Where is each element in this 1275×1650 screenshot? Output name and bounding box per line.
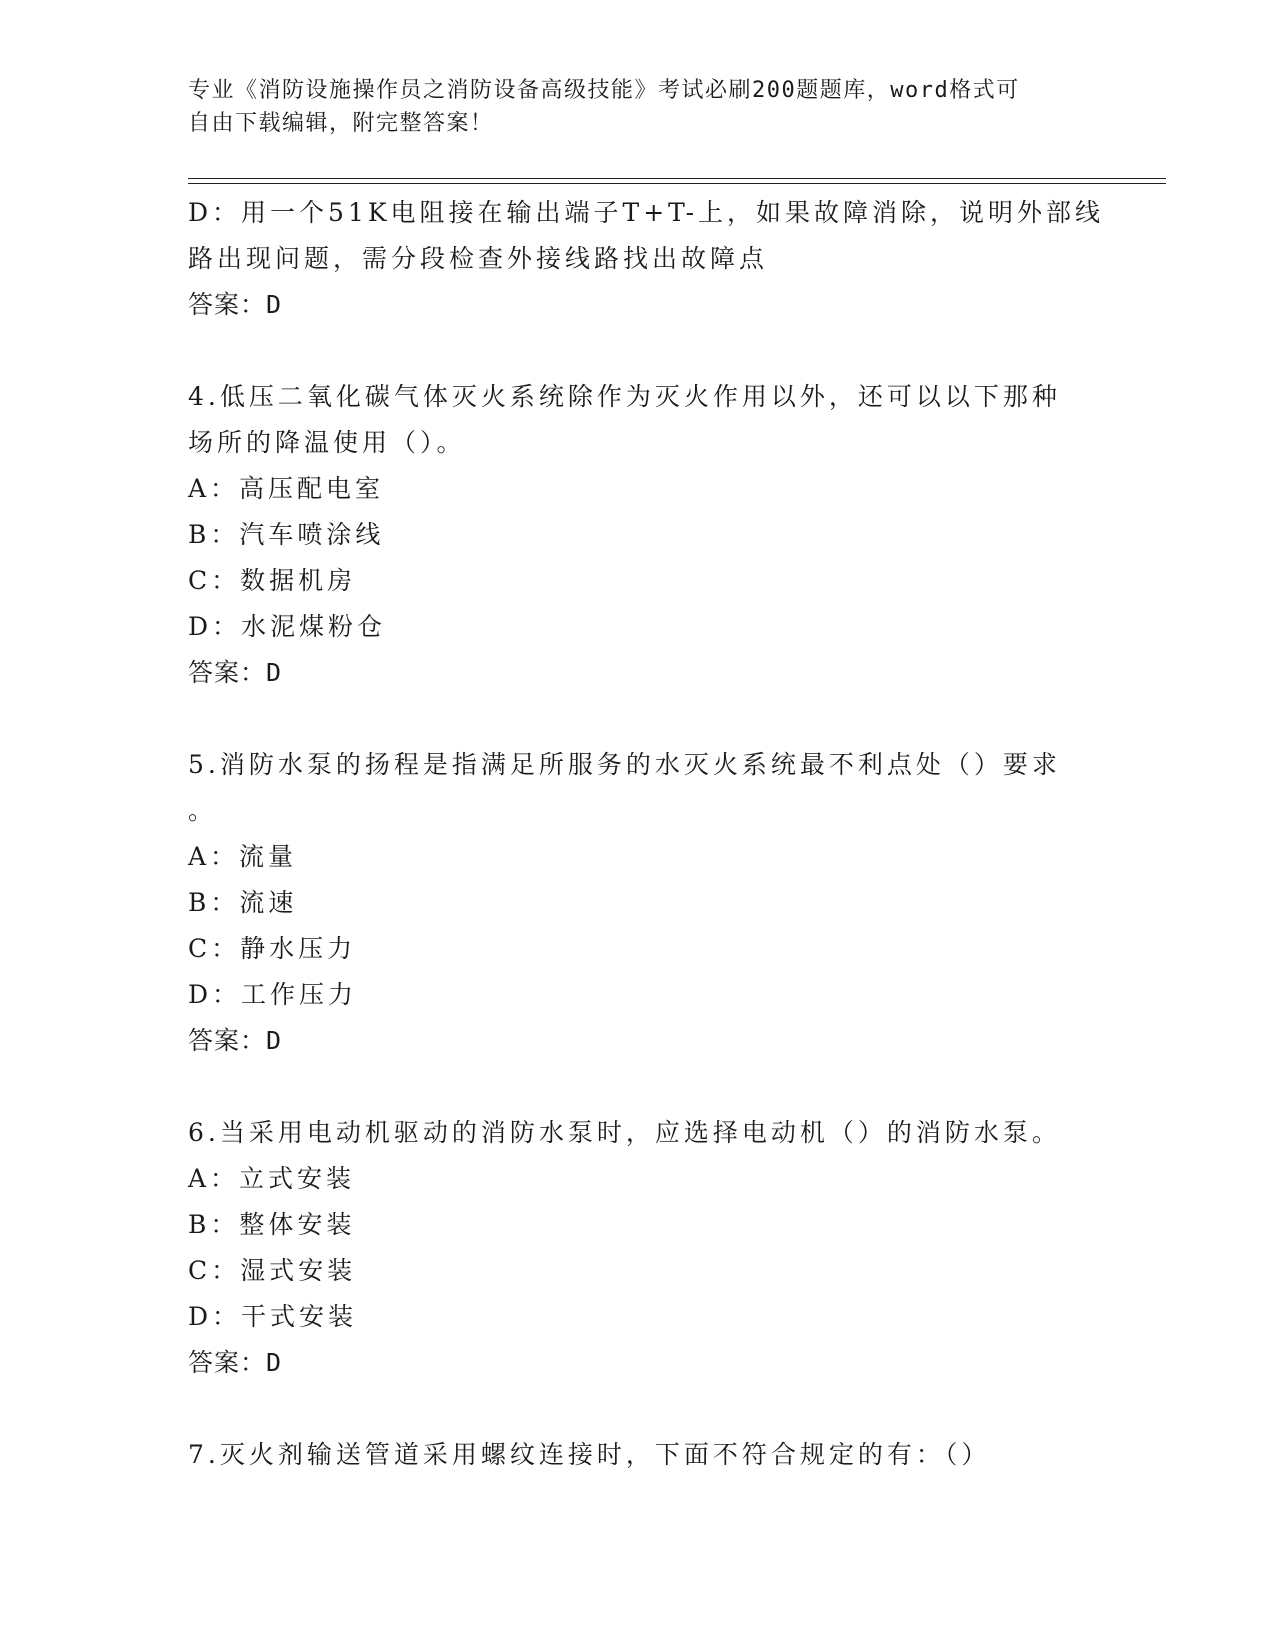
option-d-line-2: 路出现问题，需分段检查外接线路找出故障点 <box>188 244 769 273</box>
option-c: C：数据机房 <box>188 566 357 595</box>
question-6 <box>188 1110 1088 1386</box>
option-a: A：立式安装 <box>188 1164 356 1193</box>
question-5-text-line-1: 5.消防水泵的扬程是指满足所服务的水灭火系统最不利点处（）要求 <box>188 750 1061 779</box>
answer-3: 答案：D <box>188 290 283 319</box>
option-d: D：水泥煤粉仓 <box>188 612 387 641</box>
question-7 <box>188 1432 1088 1478</box>
document-header <box>188 74 1088 140</box>
option-a: A：高压配电室 <box>188 474 385 503</box>
question-3-tail <box>188 190 1105 328</box>
question-5 <box>188 742 1088 1064</box>
question-5-text-line-2: 。 <box>188 796 218 825</box>
option-b: B：汽车喷涂线 <box>188 520 385 549</box>
option-b: B：整体安装 <box>188 1210 356 1239</box>
header-divider-top <box>188 178 1166 179</box>
option-d: D：干式安装 <box>188 1302 358 1331</box>
option-d-line-1: D：用一个51K电阻接在输出端子T+T-上，如果故障消除，说明外部线 <box>188 198 1105 227</box>
answer-5: 答案：D <box>188 1026 283 1055</box>
question-7-text-line-1: 7.灭火剂输送管道采用螺纹连接时，下面不符合规定的有：（） <box>188 1440 991 1469</box>
option-c: C：静水压力 <box>188 934 357 963</box>
option-a: A：流量 <box>188 842 298 871</box>
answer-6: 答案：D <box>188 1348 283 1377</box>
header-divider-bottom <box>188 183 1166 184</box>
document-body <box>188 190 1105 1478</box>
question-6-text-line-1: 6.当采用电动机驱动的消防水泵时，应选择电动机（）的消防水泵。 <box>188 1118 1061 1147</box>
option-b: B：流速 <box>188 888 298 917</box>
question-4-text-line-1: 4.低压二氧化碳气体灭火系统除作为灭火作用以外，还可以以下那种 <box>188 382 1061 411</box>
header-line-2: 自由下载编辑，附完整答案！ <box>188 111 494 136</box>
answer-4: 答案：D <box>188 658 283 687</box>
option-c: C：湿式安装 <box>188 1256 357 1285</box>
option-d: D：工作压力 <box>188 980 358 1009</box>
header-line-1: 专业《消防设施操作员之消防设备高级技能》考试必刷200题题库，word格式可 <box>188 78 1020 103</box>
question-4-text-line-2: 场所的降温使用（）。 <box>188 428 466 457</box>
question-4 <box>188 374 1088 696</box>
